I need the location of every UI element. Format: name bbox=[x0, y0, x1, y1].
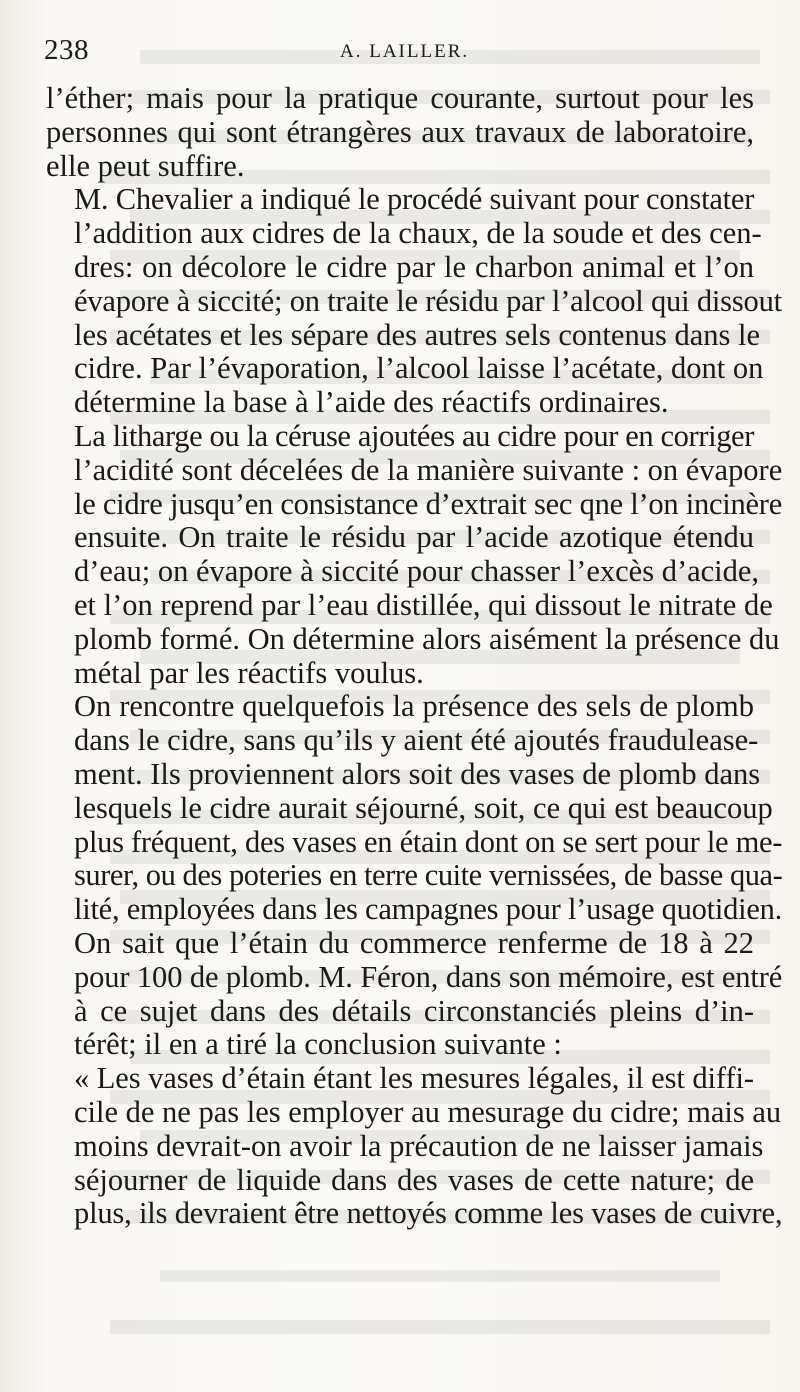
text-line: l’acidité sont décelées de la manière suivante : on évapore bbox=[74, 452, 783, 487]
text-line: l’éther; mais pour la pratique courante, surtout pour les bbox=[46, 81, 754, 115]
text-line: M. Chevalier a indiqué le procédé suivant pour constater bbox=[74, 182, 755, 217]
text-line: détermine la base à l’aide des réactifs ordinaires. bbox=[74, 385, 669, 420]
text-line: plus fréquent, des vases en étain dont on se sert pour le me- bbox=[74, 824, 783, 859]
paragraph bbox=[46, 82, 754, 183]
text-line: dans le cidre, sans qu’ils y aient été ajoutés fraudulease- bbox=[74, 723, 759, 758]
paragraph bbox=[46, 689, 783, 927]
paragraph bbox=[46, 925, 783, 1062]
running-head: A. LAILLER. bbox=[340, 41, 470, 62]
text-line: plomb formé. On détermine alors aisément la présence du bbox=[74, 621, 780, 656]
text-line: elle peut suffire. bbox=[46, 148, 245, 183]
paragraph bbox=[46, 182, 782, 420]
text-line: lité, employées dans les campagnes pour l’usage quotidien. bbox=[74, 892, 782, 927]
text-line: « Les vases d’étain étant les mesures légales, il est diffi- bbox=[74, 1061, 754, 1096]
text-line: d’eau; on évapore à siccité pour chasser l’excès d’acide, bbox=[74, 554, 760, 589]
page-header bbox=[44, 34, 764, 74]
text-line: ensuite. On traite le résidu par l’acide azotique étendu bbox=[74, 520, 754, 555]
text-line: moins devrait-on avoir la précaution de ne laisser jamais bbox=[74, 1128, 764, 1163]
paragraph bbox=[46, 1061, 783, 1231]
text-line: cile de ne pas les employer au mesurage du cidre; mais au bbox=[74, 1094, 782, 1129]
text-line: dres: on décolore le cidre par le charbon animal et l’on bbox=[74, 249, 754, 284]
text-line: surer, ou des poteries en terre cuite vernissées, de basse qua- bbox=[74, 858, 783, 893]
text-line: ment. Ils proviennent alors soit des vases de plomb dans bbox=[74, 756, 761, 791]
paragraph bbox=[46, 418, 783, 690]
text-line: évapore à siccité; on traite le résidu par l’alcool qui dissout bbox=[74, 283, 782, 318]
text-line: cidre. Par l’évaporation, l’alcool laisse l’acétate, dont on bbox=[74, 351, 764, 386]
text-line: et l’on reprend par l’eau distillée, qui dissout le nitrate de bbox=[74, 587, 773, 622]
text-line: La litharge ou la céruse ajoutées au cidre pour en corriger bbox=[74, 418, 754, 453]
text-line: à ce sujet dans des détails circonstanciés pleins d’in- bbox=[74, 993, 754, 1028]
text-line: le cidre jusqu’en consistance d’extrait sec qne l’on incinère bbox=[74, 486, 782, 521]
text-line: On sait que l’étain du commerce renferme de 18 à 22 bbox=[74, 925, 754, 960]
page-number: 238 bbox=[44, 34, 89, 66]
text-line: lesquels le cidre aurait séjourné, soit, ce qui est beaucoup bbox=[74, 790, 773, 825]
text-line: personnes qui sont étrangères aux travaux de laboratoire, bbox=[46, 114, 754, 149]
text-line: les acétates et les sépare des autres sels contenus dans le bbox=[74, 317, 760, 352]
text-line: térêt; il en a tiré la conclusion suivante : bbox=[74, 1027, 562, 1062]
text-line: pour 100 de plomb. M. Féron, dans son mémoire, est entré bbox=[74, 959, 783, 994]
body-text bbox=[46, 81, 783, 1231]
text-line: On rencontre quelquefois la présence des sels de plomb bbox=[74, 689, 754, 724]
text-line: séjourner de liquide dans des vases de cette nature; de bbox=[74, 1162, 754, 1197]
text-line: plus, ils devraient être nettoyés comme les vases de cuivre, bbox=[74, 1196, 783, 1231]
text-line: métal par les réactifs voulus. bbox=[74, 655, 424, 690]
text-line: l’addition aux cidres de la chaux, de la soude et des cen- bbox=[74, 216, 762, 251]
